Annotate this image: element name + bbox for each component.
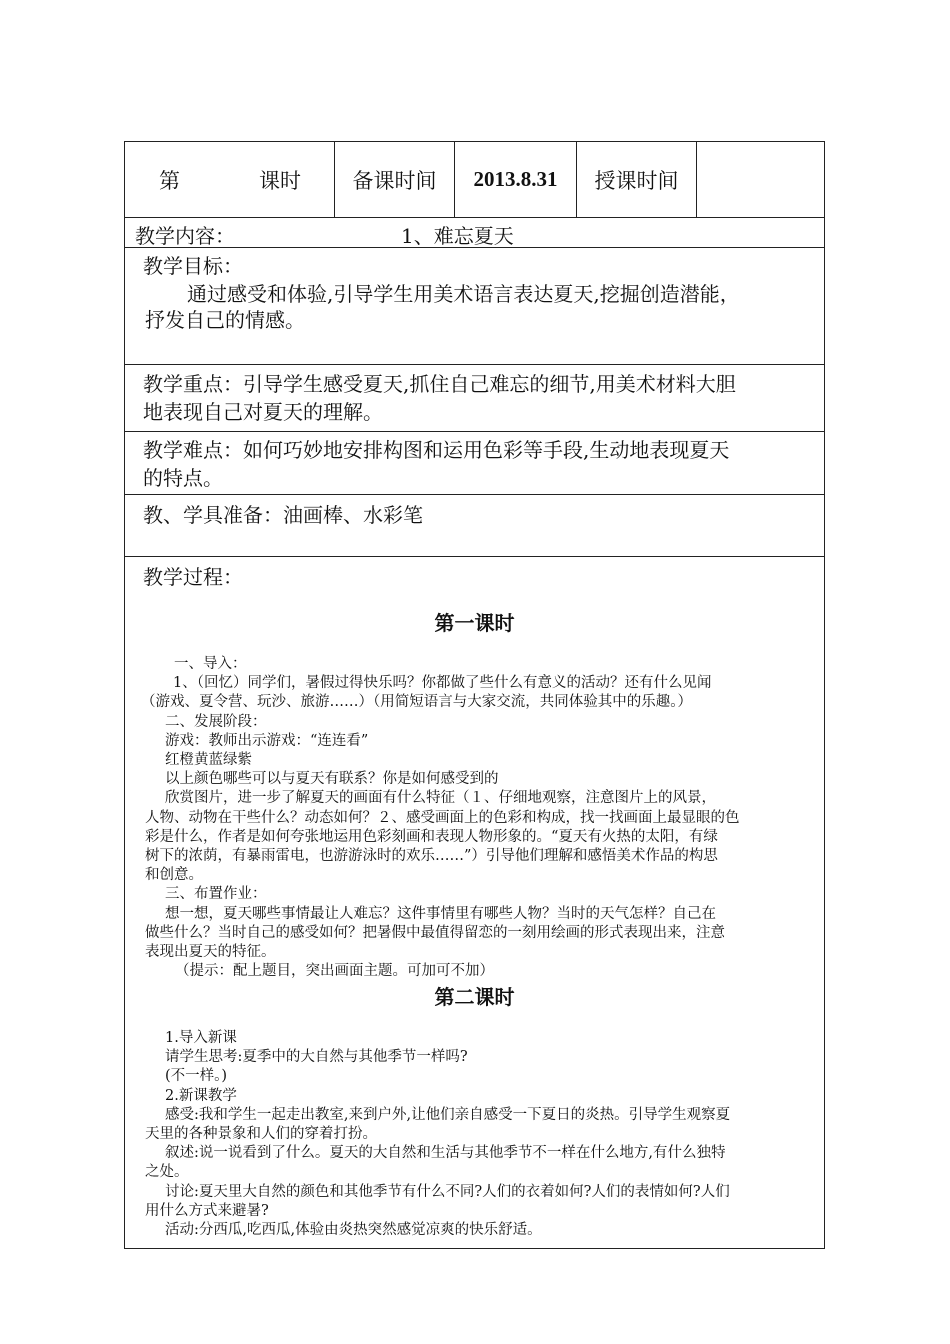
difficulty-row: [125, 432, 824, 495]
l1-line: 三、布置作业：: [165, 886, 267, 903]
lesson-2-title: 第二课时: [434, 985, 515, 1009]
l2-line: 讨论:夏天里大自然的颜色和其他季节有什么不同?人们的衣着如何?人们的表情如何?人们: [165, 1183, 730, 1200]
content-label: 教学内容：: [135, 224, 235, 248]
content-value: 1、难忘夏天: [401, 224, 514, 248]
l1-line: 想一想，夏天哪些事情最让人难忘？这件事情里有哪些人物？当时的天气怎样？自己在: [165, 905, 716, 922]
l1-line: （提示：配上题目，突出画面主题。可加可不加）: [175, 963, 494, 980]
goal-line-1: 通过感受和体验,引导学生用美术语言表达夏天,挖掘创造潜能，: [187, 282, 740, 306]
l2-line: 活动:分西瓜,吃西瓜,体验由炎热突然感觉凉爽的快乐舒适。: [165, 1222, 542, 1239]
l1-line: 彩是什么，作者是如何夸张地运用色彩刻画和表现人物形象的。“夏天有火热的太阳，有绿: [145, 828, 718, 845]
lesson-plan-table: [124, 141, 825, 1249]
l2-line: 感受:我和学生一起走出教室,来到户外,让他们亲自感受一下夏日的炎热。引导学生观察夏: [165, 1106, 731, 1123]
l1-line: 表现出夏天的特征。: [145, 944, 276, 961]
l2-line: 天里的各种景象和人们的穿着打扮。: [145, 1126, 377, 1143]
key-point-line-1: 教学重点：引导学生感受夏天,抓住自己难忘的细节,用美术材料大胆: [143, 372, 736, 396]
key-point-row: [125, 365, 824, 432]
lesson-label: 第: [159, 168, 180, 193]
l1-line: 1、（回忆）同学们，暑假过得快乐吗？你都做了些什么有意义的活动？还有什么见闻: [173, 675, 712, 692]
teach-time-label: 授课时间: [577, 142, 697, 217]
l1-line: 游戏：教师出示游戏：“连连看”: [165, 732, 369, 749]
l2-line: 请学生思考:夏季中的大自然与其他季节一样吗?: [165, 1049, 468, 1066]
difficulty-line-2: 的特点。: [143, 466, 223, 490]
goal-line-2: 抒发自己的情感。: [145, 308, 305, 332]
l1-line: 以上颜色哪些可以与夏天有联系？你是如何感受到的: [165, 771, 499, 788]
l1-line: 欣赏图片，进一步了解夏天的画面有什么特征（１、仔细地观察，注意图片上的风景，: [165, 790, 716, 807]
l1-line: （游戏、夏令营、玩沙、旅游……）（用简短语言与大家交流，共同体验其中的乐趣。）: [141, 694, 692, 711]
header-row: [125, 142, 824, 218]
key-point-line-2: 地表现自己对夏天的理解。: [143, 400, 383, 424]
l2-line: 叙述:说一说看到了什么。夏天的大自然和生活与其他季节不一样在什么地方,有什么独特: [165, 1145, 726, 1162]
process-label: 教学过程：: [143, 565, 243, 589]
lesson-unit: 课时: [259, 168, 301, 193]
l2-line: 2.新课教学: [165, 1087, 237, 1104]
prep-date: 2013.8.31: [455, 142, 577, 217]
teach-time-value: [697, 142, 824, 217]
lesson-number-cell: [125, 142, 335, 217]
l1-line: 人物、动物在干些什么？动态如何？２、感受画面上的色彩和构成，找一找画面上最显眼的色: [145, 809, 740, 826]
prep-time-label: 备课时间: [335, 142, 455, 217]
lesson-1-body: [141, 655, 814, 981]
content-row: [125, 218, 824, 248]
tools-text: 教、学具准备：油画棒、水彩笔: [143, 503, 423, 527]
l2-line: 之处。: [145, 1164, 189, 1181]
l1-line: 树下的浓荫，有暴雨雷电，也游游泳时的欢乐……”）引导他们理解和感悟美术作品的构思: [145, 848, 718, 865]
l1-line: 和创意。: [145, 867, 203, 884]
l1-line: 做些什么？当时自己的感受如何？把暑假中最值得留恋的一刻用绘画的形式表现出来，注意: [145, 924, 725, 941]
lesson-1-title: 第一课时: [434, 611, 515, 635]
l1-line: 红橙黄蓝绿紫: [165, 752, 252, 769]
l2-line: 用什么方式来避暑?: [145, 1202, 269, 1219]
tools-row: [125, 495, 824, 557]
l1-line: 二、发展阶段：: [165, 713, 267, 730]
lesson-2-body: [145, 1029, 814, 1240]
process-section: [125, 557, 824, 1248]
goal-label: 教学目标：: [143, 254, 243, 278]
difficulty-line-1: 教学难点：如何巧妙地安排构图和运用色彩等手段,生动地表现夏天: [143, 438, 730, 462]
l1-line: 一、导入：: [174, 656, 247, 672]
goal-row: [125, 248, 824, 365]
l2-line: 1.导入新课: [165, 1030, 237, 1046]
l2-line: (不一样。): [165, 1068, 228, 1085]
